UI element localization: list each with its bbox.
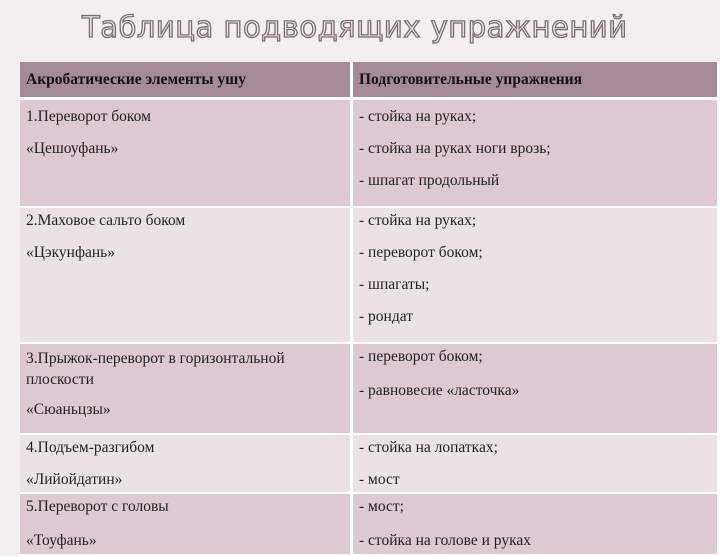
exercise-item: - шпагаты; xyxy=(359,276,430,293)
column-header-elements: Акробатические элементы ушу xyxy=(20,62,352,99)
exercise-item: - стойка на руках; xyxy=(359,108,477,125)
exercise-item: - стойка на руках; xyxy=(359,212,477,229)
element-name: 3.Прыжок-переворот в горизонтальной плоскости xyxy=(26,350,285,388)
exercises-table xyxy=(20,62,720,556)
exercises-cell xyxy=(352,434,719,493)
exercise-item: - мост xyxy=(359,471,400,488)
element-chinese-name: «Лийойдатин» xyxy=(26,471,123,488)
exercise-item: - стойка на руках ноги врозь; xyxy=(359,140,551,157)
element-name: 2.Маховое сальто боком xyxy=(26,212,186,229)
exercises-cell xyxy=(352,343,719,434)
exercises-cell xyxy=(352,207,719,343)
element-chinese-name: «Тоуфань» xyxy=(26,532,97,549)
table-row xyxy=(20,343,719,434)
exercise-item: - переворот боком; xyxy=(359,348,483,365)
exercise-item: - стойка на голове и руках xyxy=(359,532,532,549)
exercise-item: - рондат xyxy=(359,308,413,325)
table-row xyxy=(20,207,719,343)
element-cell xyxy=(20,493,352,555)
slide-title: Таблица подводящих упражнений xyxy=(82,10,628,44)
exercise-item: - равновесие «ласточка» xyxy=(359,382,520,399)
element-name: 4.Подъем-разгибом xyxy=(26,439,155,456)
exercises-cell xyxy=(352,99,719,208)
element-name: 1.Переворот боком xyxy=(26,108,151,125)
element-chinese-name: «Цешоуфань» xyxy=(26,140,119,157)
element-name: 5.Переворот с головы xyxy=(26,498,169,515)
table-row xyxy=(20,99,719,208)
element-cell xyxy=(20,343,352,434)
element-chinese-name: «Цэкунфань» xyxy=(26,244,115,261)
table-row xyxy=(20,493,719,555)
exercises-cell xyxy=(352,493,719,555)
element-chinese-name: «Сюаньцзы» xyxy=(26,401,111,418)
exercise-item: - стойка на лопатках; xyxy=(359,439,498,456)
exercise-item: - шпагат продольный xyxy=(359,172,500,189)
element-cell xyxy=(20,434,352,493)
element-cell xyxy=(20,207,352,343)
column-header-exercises: Подготовительные упражнения xyxy=(352,62,719,99)
exercise-item: - мост; xyxy=(359,498,404,515)
element-cell xyxy=(20,99,352,208)
exercise-item: - переворот боком; xyxy=(359,244,483,261)
table-row xyxy=(20,434,719,493)
table-header-row xyxy=(20,62,719,99)
